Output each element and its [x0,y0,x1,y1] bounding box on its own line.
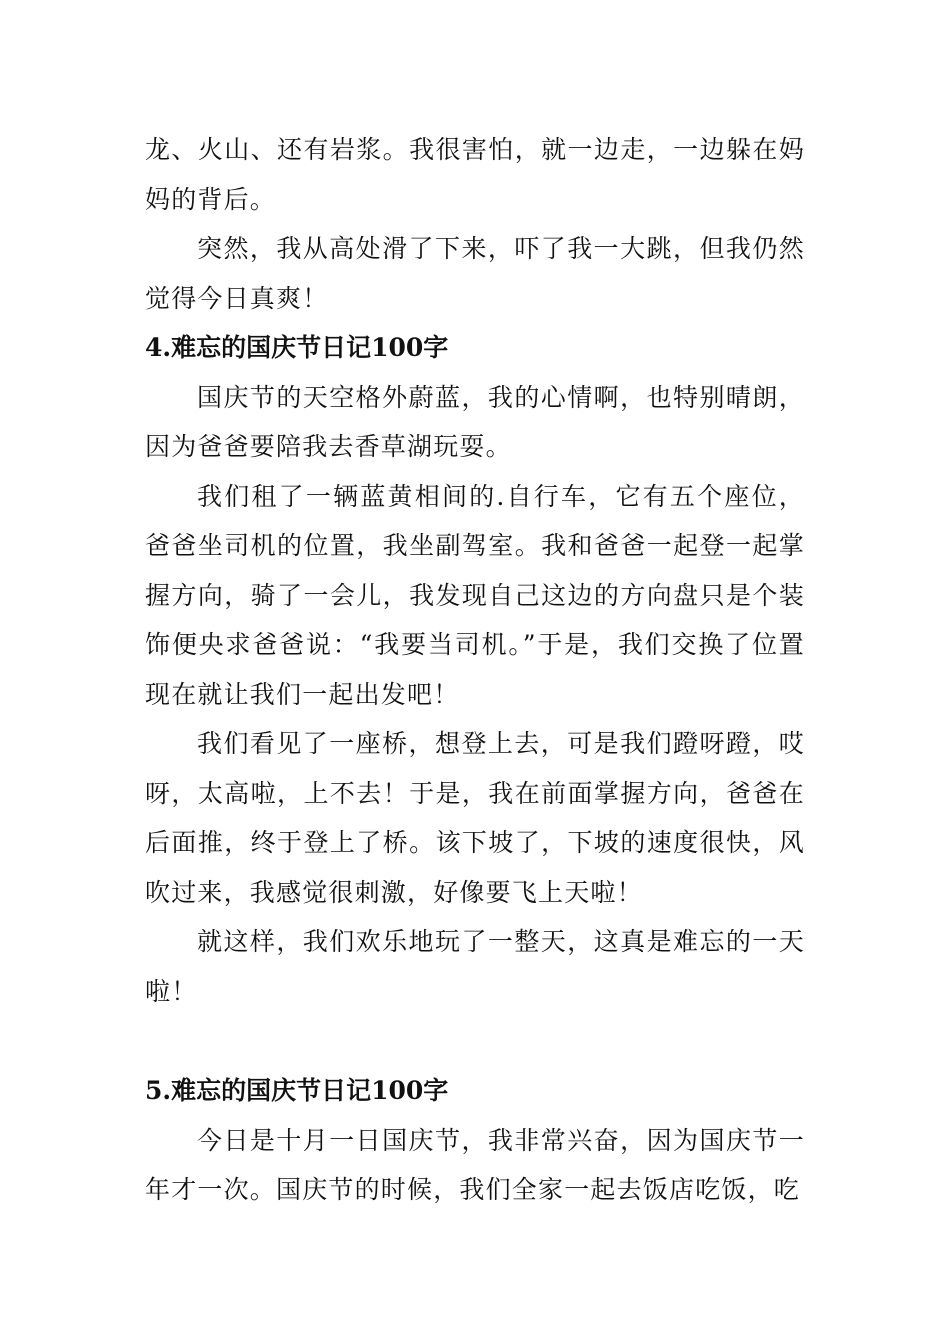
section-4-paragraph-4: 就这样，我们欢乐地玩了一整天，这真是难忘的一天啦！ [145,927,805,1006]
section-4-paragraph-2: 我们租了一辆蓝黄相间的.自行车，它有五个座位，爸爸坐司机的位置，我坐副驾室。我和爸爸一起登一起掌握方向，骑了一会儿，我发现自己这边的方向盘只是个装饰便央求爸爸说：“我要当司机。”于是，我们交换了位置现在就让我们一起出发吧！ [145,481,805,709]
section-spacer [145,1016,805,1066]
section-4-paragraph-1: 国庆节的天空格外蔚蓝，我的心情啊，也特别晴朗，因为爸爸要陪我去香草湖玩耍。 [145,382,805,461]
section-5-paragraph-1: 今日是十月一日国庆节，我非常兴奋，因为国庆节一年才一次。国庆节的时候，我们全家一起去饭店吃饭，吃 [145,1125,805,1204]
document-body [145,125,805,1215]
section-4-paragraph-3: 我们看见了一座桥，想登上去，可是我们蹬呀蹬，哎呀，太高啦，上不去！于是，我在前面掌握方向，爸爸在后面推，终于登上了桥。该下坡了，下坡的速度很快，风吹过来，我感觉很刺激，好像要飞上天啦！ [145,729,805,907]
paragraph-continued: 龙、火山、还有岩浆。我很害怕，就一边走，一边躲在妈妈的背后。 [145,135,805,214]
paragraph-sudden: 突然，我从高处滑了下来，吓了我一大跳，但我仍然觉得今日真爽！ [145,234,805,313]
section-5-heading: 5.难忘的国庆节日记100字 [145,1076,449,1105]
section-4-heading: 4.难忘的国庆节日记100字 [145,333,449,362]
